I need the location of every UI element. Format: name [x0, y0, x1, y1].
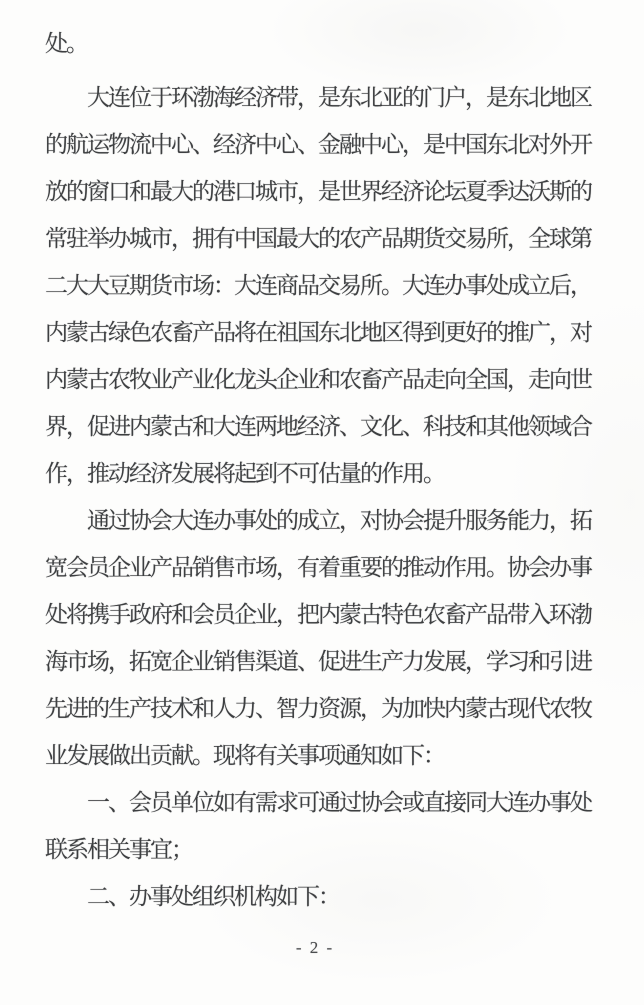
text-line: 界，促进内蒙古和大连两地经济、文化、科技和其他领域合: [45, 414, 591, 439]
text-line: 处。: [45, 31, 87, 56]
text-line: 内蒙古农牧业产业化龙头企业和农畜产品走向全国，走向世: [45, 367, 591, 392]
text-line: 二大大豆期货市场：大连商品交易所。大连办事处成立后，: [45, 273, 591, 298]
text-line: 二、办事处组织机构如下：: [87, 884, 339, 909]
text-line: 联系相关事宜；: [45, 837, 192, 862]
text-line: 通过协会大连办事处的成立，对协会提升服务能力，拓: [87, 508, 591, 533]
text-line: 处将携手政府和会员企业，把内蒙古特色农畜产品带入环渤: [45, 602, 591, 627]
page-number: - 2 -: [295, 938, 335, 957]
text-line: 放的窗口和最大的港口城市，是世界经济论坛夏季达沃斯的: [45, 179, 591, 204]
text-line: 海市场，拓宽企业销售渠道、促进生产力发展，学习和引进: [45, 649, 591, 674]
text-line: 常驻举办城市，拥有中国最大的农产品期货交易所，全球第: [45, 226, 591, 251]
text-line: 业发展做出贡献。现将有关事项通知如下：: [45, 743, 444, 768]
document-body: [45, 20, 612, 920]
text-line: 先进的生产技术和人力、智力资源，为加快内蒙古现代农牧: [45, 696, 591, 721]
text-line: 宽会员企业产品销售市场，有着重要的推动作用。协会办事: [45, 555, 591, 580]
text-line: 大连位于环渤海经济带，是东北亚的门户，是东北地区: [87, 85, 591, 110]
text-line: 作，推动经济发展将起到不可估量的作用。: [45, 461, 444, 486]
text-line: 一、会员单位如有需求可通过协会或直接同大连办事处: [87, 790, 591, 815]
text-line: 内蒙古绿色农畜产品将在祖国东北地区得到更好的推广，对: [45, 320, 591, 345]
text-line: 的航运物流中心、经济中心、金融中心，是中国东北对外开: [45, 132, 591, 157]
